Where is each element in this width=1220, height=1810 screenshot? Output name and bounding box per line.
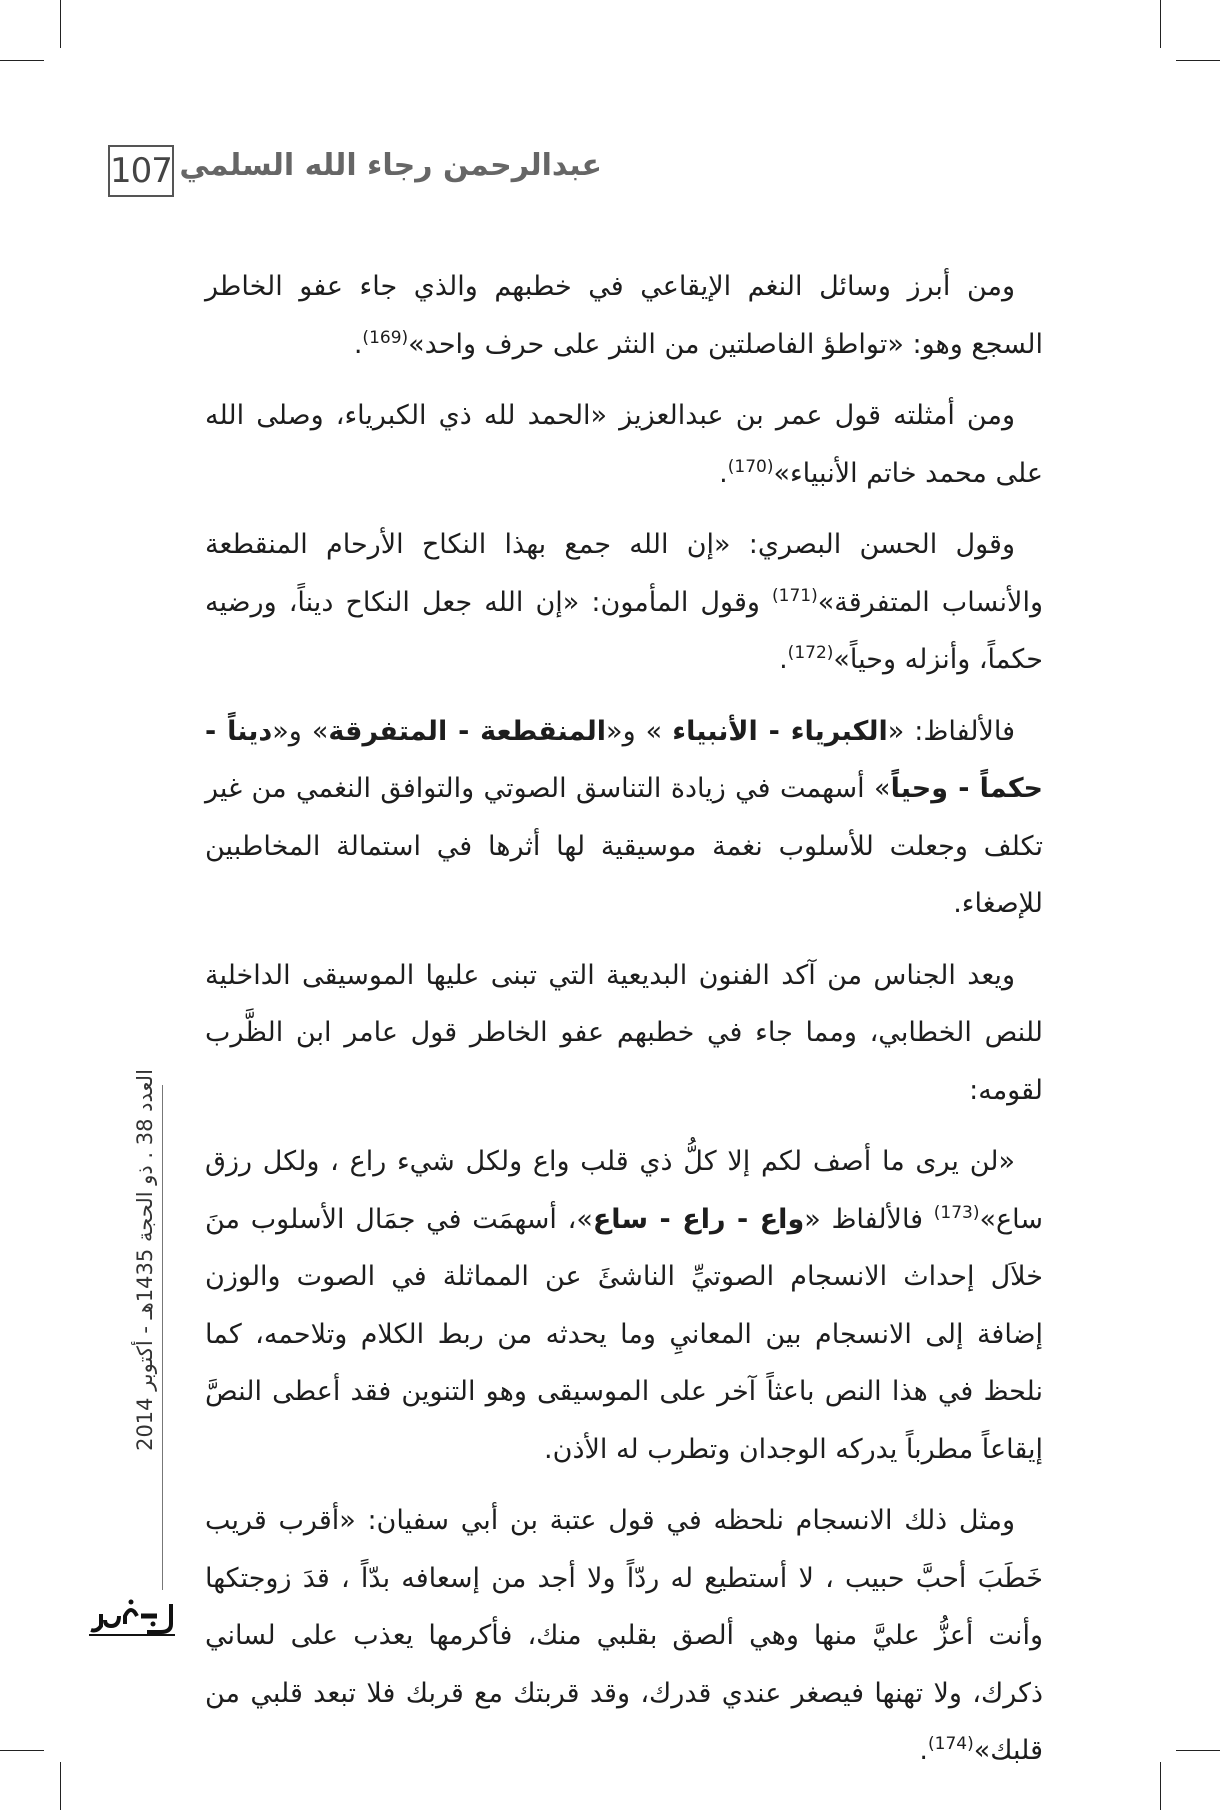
text-run: «لن يرى ما أصف لكم إلا كلُّ ذي قلب واع ولكل شيء راع ، ولكل رزق ساع» <box>205 1146 1043 1235</box>
text-run: ومن أبرز وسائل النغم الإيقاعي في خطبهم والذي جاء عفو الخاطر السجع وهو: «تواطؤ الفاصلتين من النثر على حرف واحد» <box>205 271 1043 360</box>
text-run: . <box>779 644 788 675</box>
emphasized-words: ديناً - حكماً - وحياً <box>205 715 1044 804</box>
text-run: فالألفاظ « <box>804 1203 934 1235</box>
side-divider-line <box>162 1085 163 1590</box>
journal-logo-icon <box>87 1594 177 1638</box>
crop-mark-top-right-h <box>1176 60 1220 61</box>
crop-mark-bottom-left <box>60 1762 61 1810</box>
crop-mark-top-right <box>1160 0 1161 48</box>
body-paragraph <box>205 1133 1043 1478</box>
body-paragraph <box>205 258 1043 373</box>
body-paragraph <box>205 516 1043 689</box>
page-number: 107 <box>108 145 174 197</box>
body-paragraph <box>205 703 1043 933</box>
text-run: فالألفاظ: « <box>887 715 1016 747</box>
issue-caption: العدد 38 . ذو الحجة 1435هـ - أكتوبر 2014 <box>133 1069 157 1451</box>
emphasized-words: الكبرياء - الأنبياء <box>672 715 888 747</box>
crop-mark-bottom-right <box>1160 1762 1161 1810</box>
text-run: . <box>353 328 363 360</box>
running-header-author: عبدالرحمن رجاء الله السلمي <box>179 148 602 183</box>
text-run: »، أسهمَت في جمَال الأسلوب منَ خلاَل إحداث الانسجام الصوتيِّ الناشئَ عن المماثلة في الصوت والوزن إضافة إلى الانسجام بين المعانيِ وما يحدثه من ربط الكلام وتلاحمه، كما نلحظ في هذا النص باعثاً آخر على الموسيقى وهو التنوين فقد أعطى النصَّ إيقاعاً مطرباً يدركه الوجدان وتطرب له الأذن. <box>205 1203 1043 1465</box>
footnote-ref: (171) <box>772 585 818 606</box>
footnote-ref: (174) <box>927 1734 974 1754</box>
crop-mark-bottom-right-h <box>1176 1750 1220 1751</box>
text-run: » أسهمت في زيادة التناسق الصوتي والتوافق النغمي من غير تكلف وجعلت للأسلوب نغمة موسيقية لها أثرها في استمالة المخاطبين للإصغاء. <box>205 773 1043 919</box>
article-body <box>205 258 1043 1794</box>
text-run: وقول الحسن البصري: «إن الله جمع بهذا النكاح الأرحام المنقطعة والأنساب المتفرقة» <box>205 529 1043 618</box>
footnote-ref: (169) <box>362 327 409 348</box>
emphasized-words: واع - راع - ساع <box>592 1203 805 1235</box>
body-paragraph <box>205 1492 1043 1780</box>
crop-mark-top-left-h <box>0 60 44 61</box>
text-run: ويعد الجناس من آكد الفنون البديعية التي تبنى عليها الموسيقى الداخلية للنص الخطابي، ومما جاء في خطبهم عفو الخاطر قول عامر ابن الظَّرب لقومه: <box>205 959 1043 1106</box>
footnote-ref: (172) <box>787 643 834 663</box>
text-run: . <box>719 457 728 489</box>
text-run: ومن أمثلته قول عمر بن عبدالعزيز «الحمد لله ذي الكبرياء، وصلى الله على محمد خاتم الأنبياء» <box>205 400 1043 489</box>
text-run: ومثل ذلك الانسجام نلحظه في قول عتبة بن أبي سفيان: «أقرب قريب خَطَبَ أحبَّ حبيب ، لا أستطيع له ردّاً ولا أجد من إسعافه بدّاً ، قدَ زوجتكها وأنت أعزُّ عليَّ منها وهي ألصق بقلبي منك، فأكرمها يعذب على لساني ذكرك، ولا تهنها فيصغر عندي قدرك، وقد قربتك مع قربك فلا تبعد قلبي من قلبك» <box>205 1505 1043 1766</box>
body-paragraph <box>205 947 1043 1120</box>
text-run: » و« <box>606 715 673 747</box>
crop-mark-bottom-left-h <box>0 1750 44 1751</box>
text-run: . <box>919 1735 928 1766</box>
body-paragraph <box>205 387 1043 502</box>
emphasized-words: المنقطعة - المتفرقة <box>328 715 607 747</box>
footnote-ref: (170) <box>727 456 774 477</box>
text-run: » و« <box>272 715 329 747</box>
footnote-ref: (173) <box>933 1202 980 1223</box>
crop-mark-top-left <box>60 0 61 48</box>
text-run: وقول المأمون: «إن الله جعل النكاح ديناً، ورضيه حكماً، وأنزله وحياً» <box>205 586 1043 675</box>
